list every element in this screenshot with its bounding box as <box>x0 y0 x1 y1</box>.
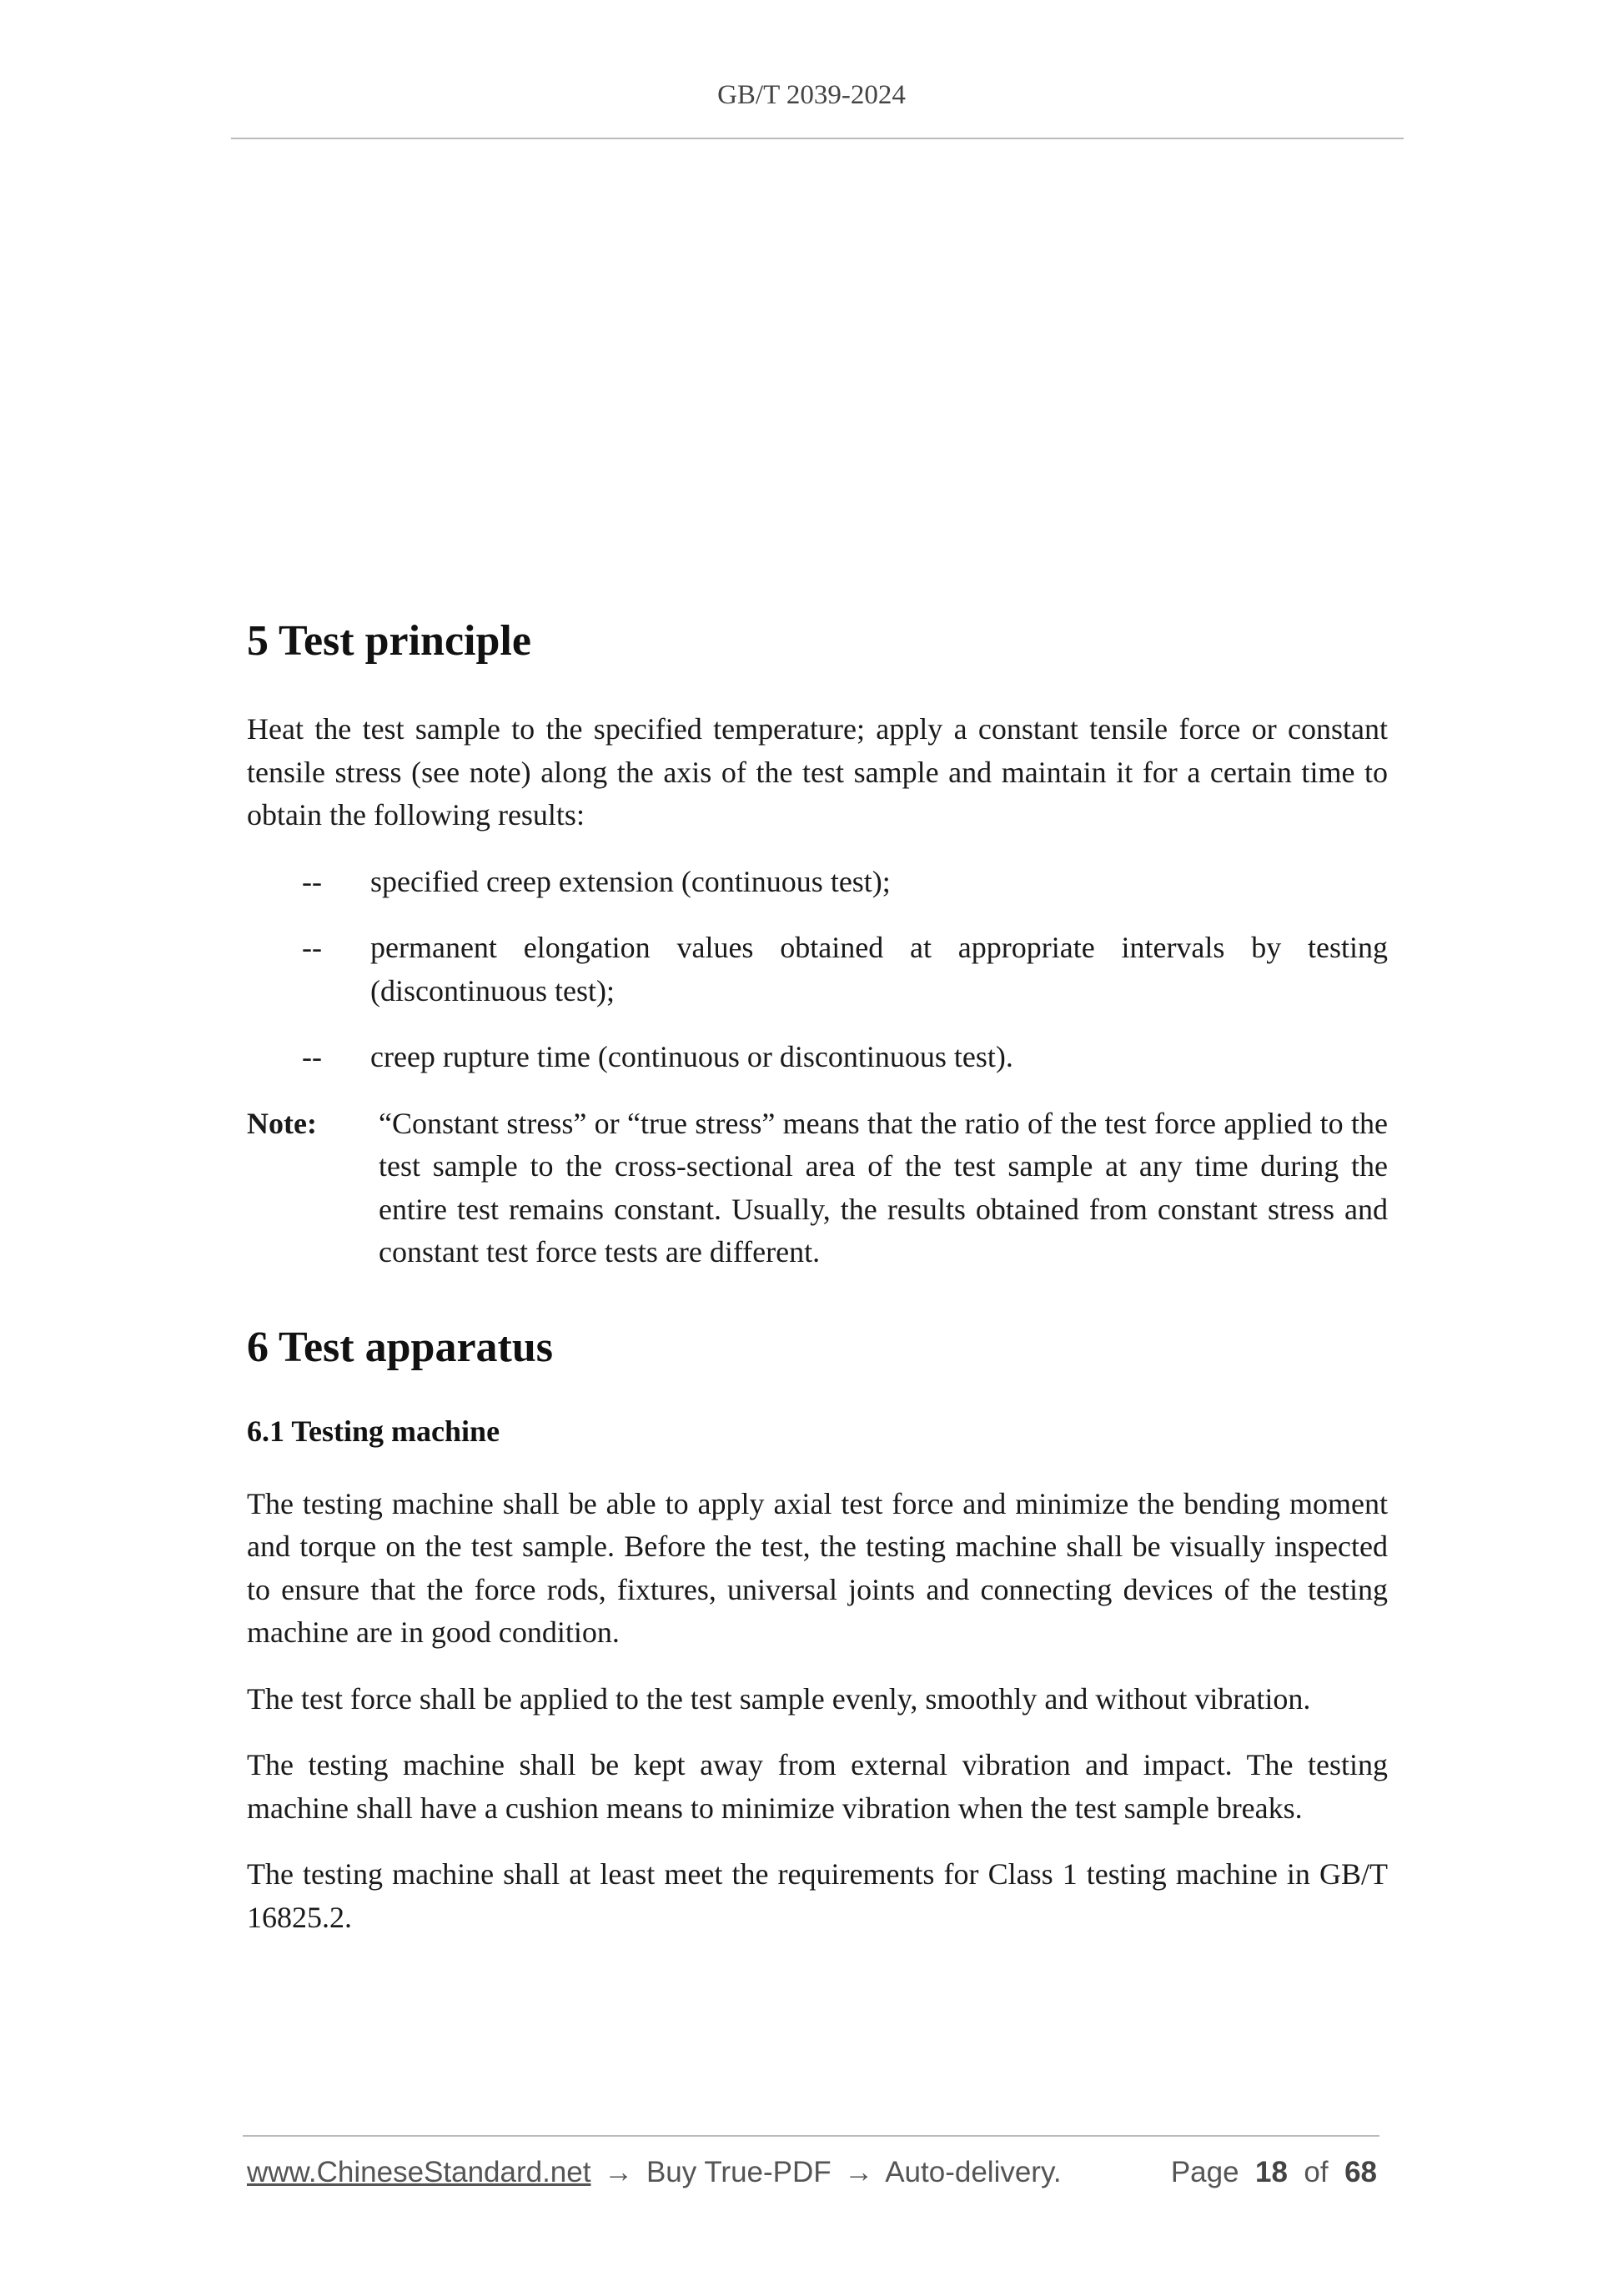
list-item-text: creep rupture time (continuous or discontinuous test). <box>370 1040 1013 1073</box>
section-6-heading: 6 Test apparatus <box>247 1323 553 1371</box>
page-number: 18 <box>1255 2156 1288 2188</box>
document-header: GB/T 2039-2024 <box>717 80 906 110</box>
list-dash: -- <box>302 1040 322 1073</box>
arrow-right-icon: → <box>604 2156 634 2188</box>
note-label: Note: <box>247 1106 317 1140</box>
paragraph: The testing machine shall be kept away from external vibration and impact. The testing machine shall have a cushion means to minimize vibration when the test sample breaks. <box>247 1748 1388 1825</box>
page-label: Page <box>1170 2156 1239 2188</box>
list-item-text: permanent elongation values obtained at appropriate intervals by testing (discontinuous test); <box>370 931 1388 1007</box>
total-pages: 68 <box>1344 2156 1377 2188</box>
paragraph: The testing machine shall be able to apply axial test force and minimize the bending moment and torque on the test sample. Before the test, the testing machine shall be visually inspected to ensure that the force rods, fixtures, universal joints and connecting devices of the testing machine are in good condition. <box>247 1486 1388 1649</box>
list-item-text: specified creep extension (continuous test); <box>370 864 891 898</box>
note-block <box>247 1103 1388 1274</box>
list-dash: -- <box>302 931 322 964</box>
of-label: of <box>1304 2156 1329 2188</box>
paragraph: The test force shall be applied to the test sample evenly, smoothly and without vibration. <box>247 1681 1311 1716</box>
page-footer <box>247 2156 1377 2189</box>
list-item <box>247 1036 1388 1079</box>
footer-divider <box>243 2135 1379 2137</box>
list-item <box>247 861 1388 904</box>
paragraph: The testing machine shall at least meet the requirements for Class 1 testing machine in GB/T 16825.2. <box>247 1857 1388 1934</box>
website-link[interactable]: www.ChineseStandard.net <box>247 2156 591 2188</box>
auto-delivery-text: Auto-delivery. <box>885 2156 1062 2188</box>
page-indicator <box>1171 2156 1377 2189</box>
arrow-right-icon: → <box>844 2156 874 2188</box>
buy-true-pdf-text: Buy True-PDF <box>646 2156 832 2188</box>
section-5-heading: 5 Test principle <box>247 617 531 665</box>
subsection-6-1-heading: 6.1 Testing machine <box>247 1414 500 1448</box>
page-content <box>247 613 1388 1939</box>
list-item <box>247 927 1388 1012</box>
section-5-intro: Heat the test sample to the specified temperature; apply a constant tensile force or constant tensile stress (see note) along the axis of the test sample and maintain it for a certain time to obtain the following results: <box>247 712 1388 831</box>
list-dash: -- <box>302 864 322 898</box>
header-divider <box>231 138 1404 139</box>
note-text: “Constant stress” or “true stress” means that the ratio of the test force applied to the test sample to the cross-sectional area of the test sample at any time during the entire test remains constant. Usually, the results obtained from constant stress and constant test force tests are different. <box>379 1106 1388 1269</box>
